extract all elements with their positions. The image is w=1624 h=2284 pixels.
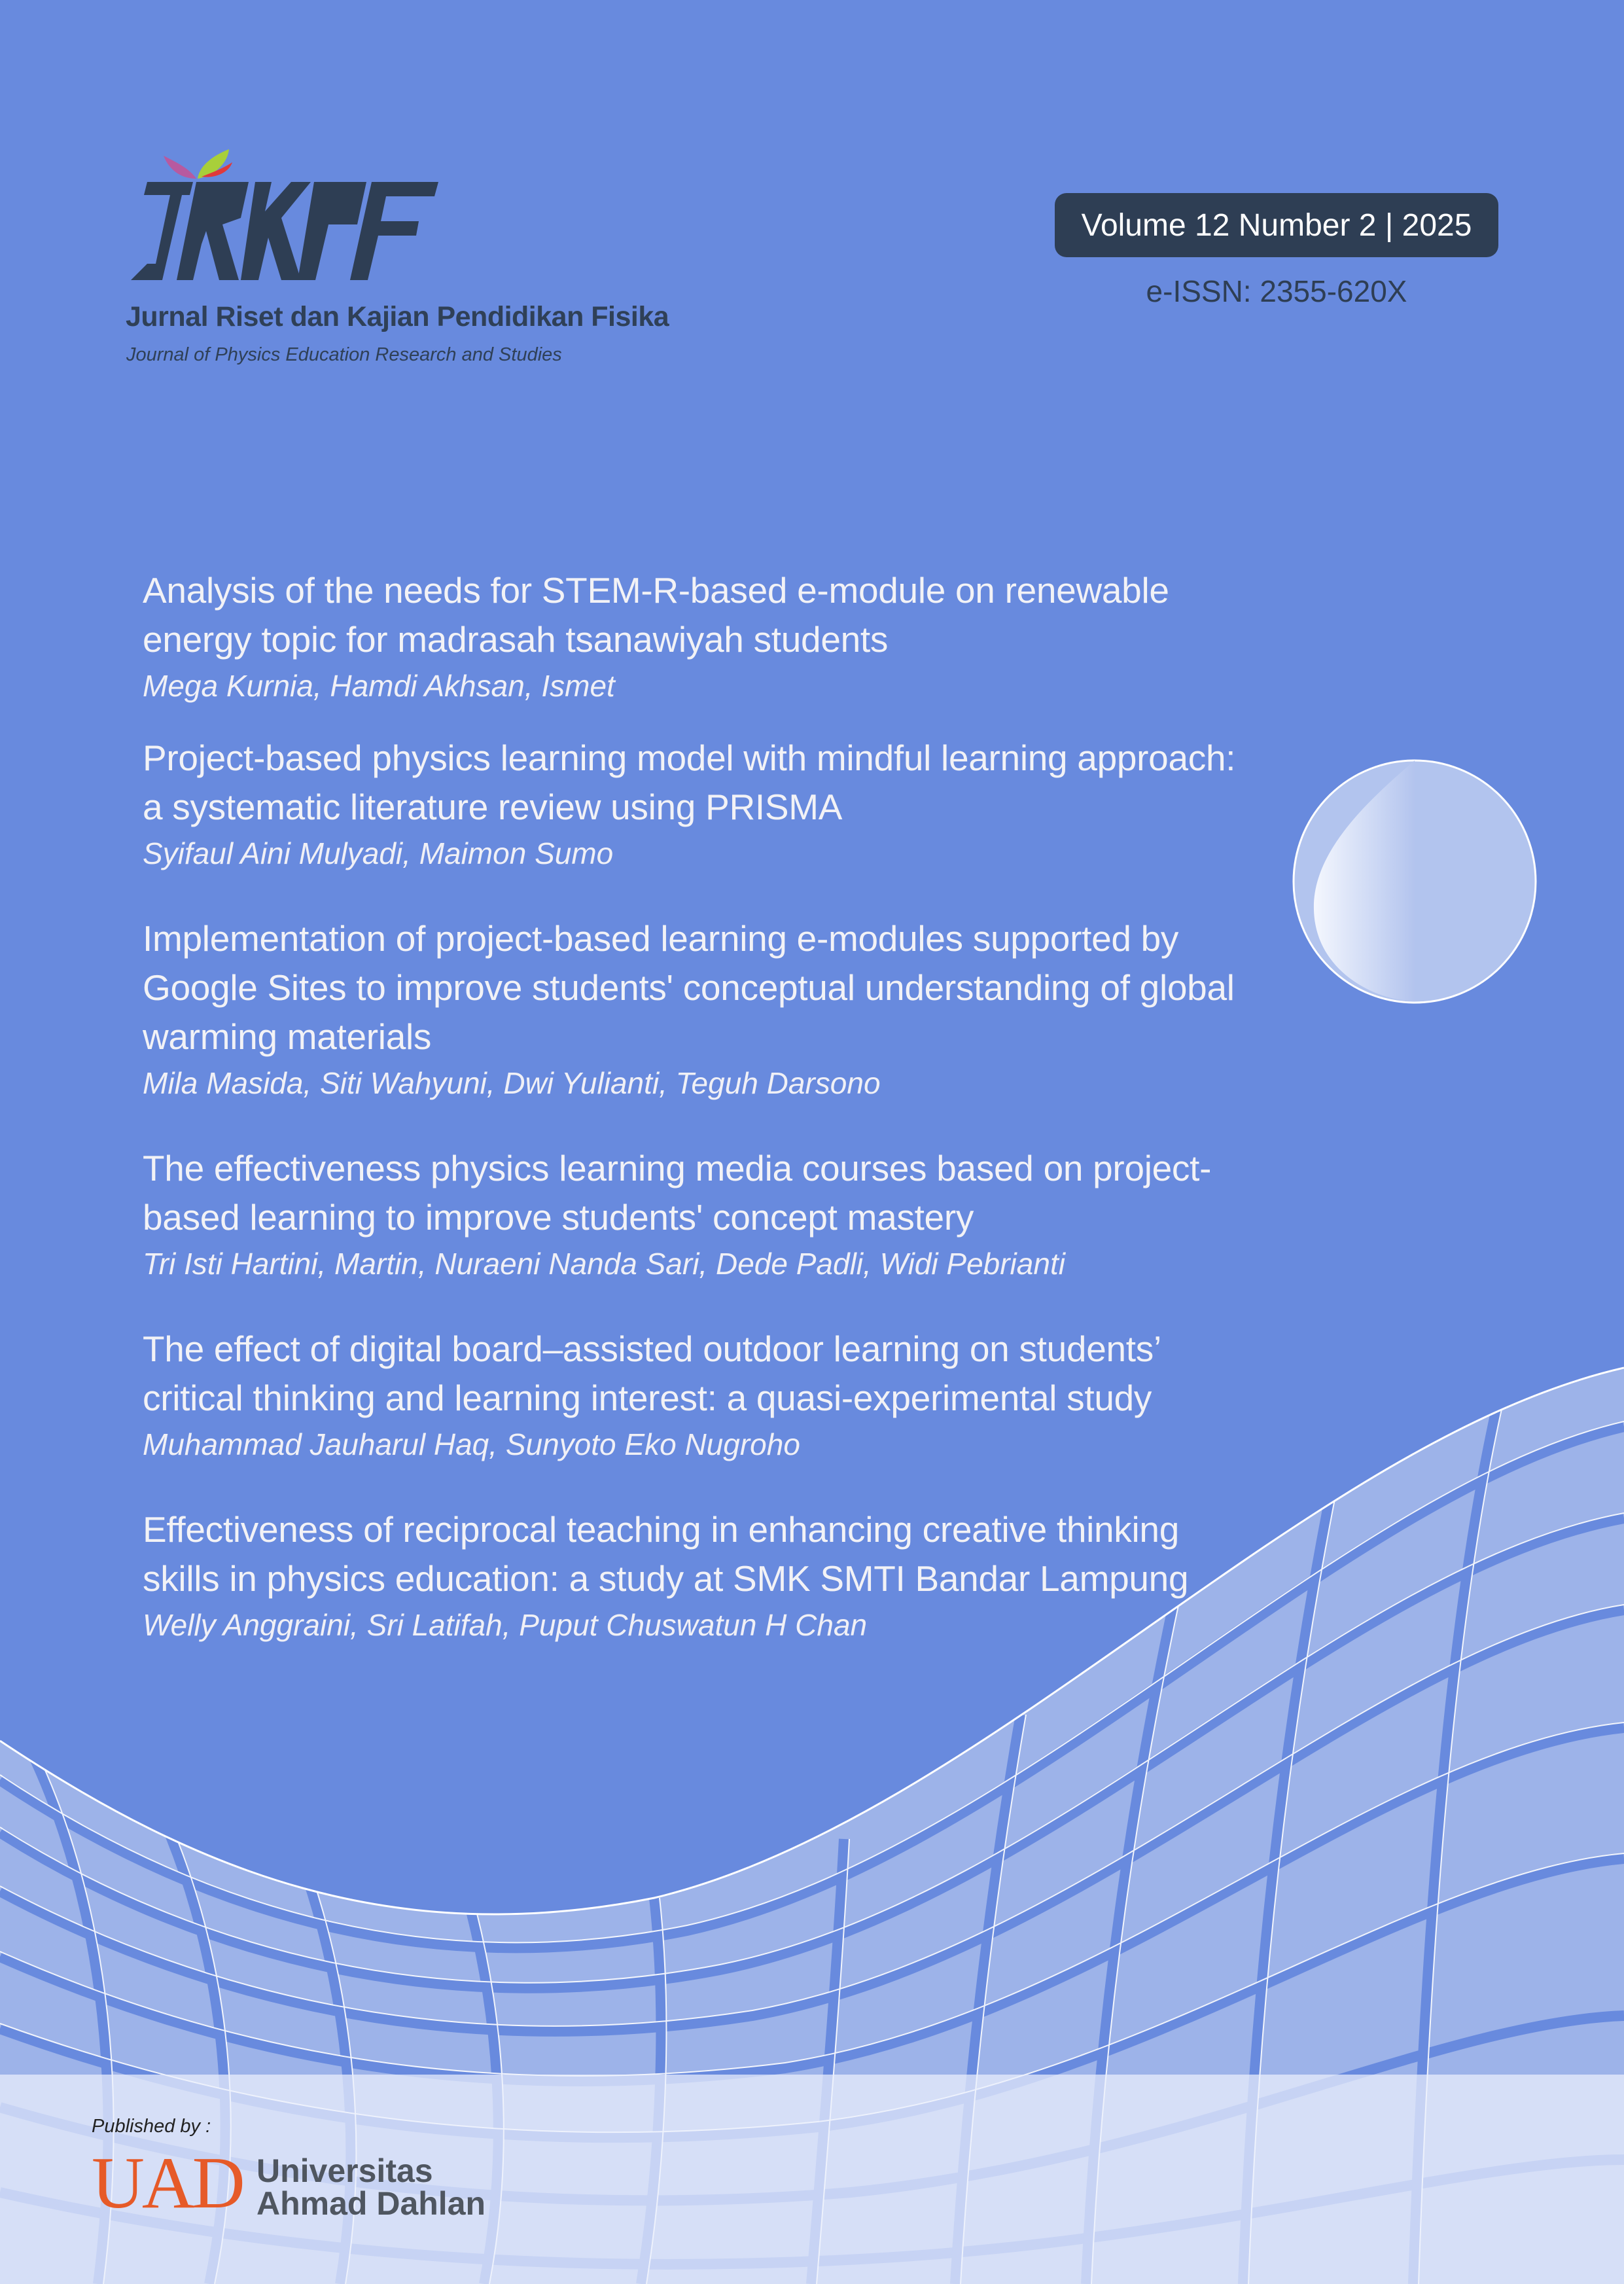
article-authors: Mila Masida, Siti Wahyuni, Dwi Yulianti, Teguh Darsono (143, 1066, 881, 1100)
journal-name: Jurnal Riset dan Kajian Pendidikan Fisika (126, 301, 669, 332)
article-authors: Muhammad Jauharul Haq, Sunyoto Eko Nugroho (143, 1427, 800, 1461)
article-title[interactable]: The effectiveness physics learning media courses based on project- based learning to improve students' concept mastery (143, 1148, 1212, 1238)
article-item[interactable] (143, 1505, 1386, 1647)
article-title[interactable]: The effect of digital board–assisted outdoor learning on students’ critical thinking and learning interest: a quasi-experimental study (143, 1329, 1161, 1418)
article-authors: Welly Anggraini, Sri Latifah, Puput Chuswatun H Chan (143, 1608, 868, 1642)
article-item[interactable] (143, 566, 1386, 707)
article-title[interactable]: Analysis of the needs for STEM-R-based e-module on renewable energy topic for madrasah tsanawiyah students (143, 570, 1169, 660)
article-item[interactable] (143, 1325, 1386, 1466)
journal-subtitle: Journal of Physics Education Research and Studies (126, 344, 562, 365)
article-item[interactable] (143, 734, 1386, 875)
jrkpf-logo-icon (124, 149, 478, 300)
article-item[interactable] (143, 1144, 1386, 1285)
footer-band (0, 2075, 1624, 2284)
volume-badge: Volume 12 Number 2 | 2025 (1055, 193, 1498, 257)
article-authors: Syifaul Aini Mulyadi, Maimon Sumo (143, 836, 614, 870)
article-item[interactable] (143, 914, 1386, 1105)
article-authors: Tri Isti Hartini, Martin, Nuraeni Nanda Sari, Dede Padli, Widi Pebrianti (143, 1247, 1065, 1281)
article-title[interactable]: Project-based physics learning model with mindful learning approach: a systematic literature review using PRISMA (143, 738, 1236, 827)
uad-logo-icon: UAD (92, 2143, 243, 2224)
article-title[interactable]: Effectiveness of reciprocal teaching in enhancing creative thinking skills in physics education: a study at SMK SMTI Bandar Lampung (143, 1509, 1189, 1599)
publisher-name (256, 2154, 485, 2220)
article-title[interactable]: Implementation of project-based learning e-modules supported by Google Sites to improve students' conceptual understanding of global warming materials (143, 918, 1235, 1057)
article-list (143, 566, 1386, 1647)
article-authors: Mega Kurnia, Hamdi Akhsan, Ismet (143, 669, 615, 703)
published-by-label: Published by : (92, 2116, 211, 2137)
publisher-name-line2: Ahmad Dahlan (256, 2185, 486, 2222)
publisher-name-line1: Universitas (256, 2152, 433, 2189)
issn-label: e-ISSN: 2355-620X (1146, 274, 1407, 308)
